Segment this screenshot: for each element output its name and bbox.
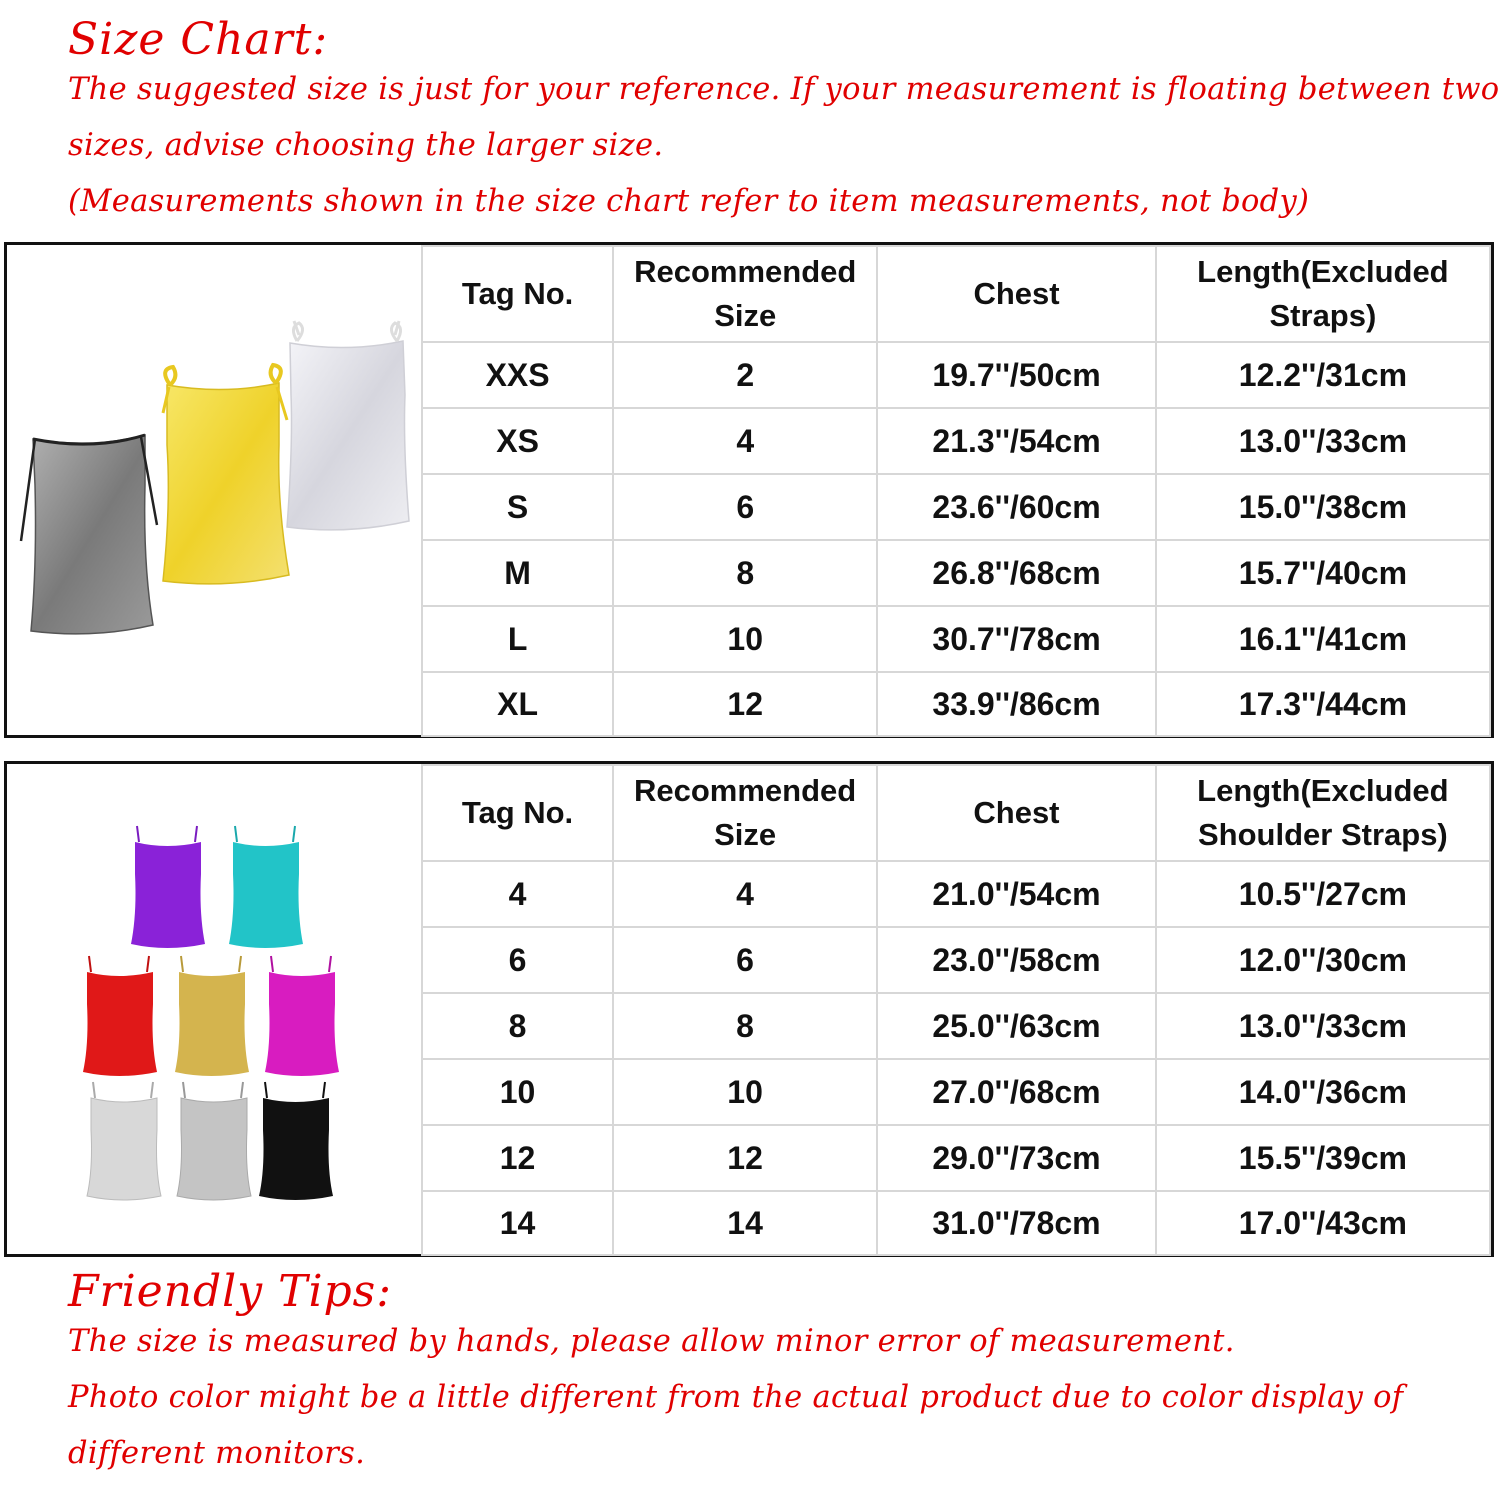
tank-red: [83, 956, 157, 1076]
cell-length: 14.0''/36cm: [1156, 1059, 1490, 1125]
cell-tag: S: [422, 474, 613, 540]
cell-size: 2: [613, 342, 877, 408]
tank-silver: [87, 1082, 161, 1200]
cell-size: 8: [613, 540, 877, 606]
cell-size: 8: [613, 993, 877, 1059]
cell-length: 15.5''/39cm: [1156, 1125, 1490, 1191]
cell-length: 15.0''/38cm: [1156, 474, 1490, 540]
cell-tag: 6: [422, 927, 613, 993]
tank-black: [259, 1082, 333, 1200]
tips-line-2: Photo color might be a little different from the actual product due to color display of: [68, 1380, 1404, 1415]
cell-tag: XL: [422, 672, 613, 736]
table-row: [422, 606, 1490, 672]
cell-length: 16.1''/41cm: [1156, 606, 1490, 672]
cell-chest: 26.8''/68cm: [877, 540, 1156, 606]
cell-size: 14: [613, 1191, 877, 1255]
cell-tag: 14: [422, 1191, 613, 1255]
tips-line-3: different monitors.: [68, 1436, 366, 1471]
cell-tag: 4: [422, 861, 613, 927]
header-tag-no: Tag No.: [422, 246, 613, 342]
table-row: [422, 927, 1490, 993]
cell-chest: 25.0''/63cm: [877, 993, 1156, 1059]
cell-tag: XS: [422, 408, 613, 474]
cell-chest: 31.0''/78cm: [877, 1191, 1156, 1255]
tank-white: [287, 321, 409, 530]
cell-length: 15.7''/40cm: [1156, 540, 1490, 606]
tank-purple: [131, 826, 205, 948]
table-row: [422, 993, 1490, 1059]
tank-light-silver: [177, 1082, 251, 1200]
tank-gold: [175, 956, 249, 1076]
header-recommended-size: Recommended Size: [613, 765, 877, 861]
table-row: [422, 672, 1490, 736]
intro-line-1: The suggested size is just for your reference. If your measurement is floating between two: [68, 72, 1500, 107]
product-photo-tie-strap-tanks: [7, 245, 421, 735]
cell-size: 6: [613, 927, 877, 993]
header-recommended-size: Recommended Size: [613, 246, 877, 342]
table-row: [422, 342, 1490, 408]
table-row: [422, 540, 1490, 606]
intro-line-2: sizes, advise choosing the larger size.: [68, 128, 664, 163]
cell-length: 10.5''/27cm: [1156, 861, 1490, 927]
cell-size: 12: [613, 1125, 877, 1191]
cell-tag: M: [422, 540, 613, 606]
cell-size: 10: [613, 606, 877, 672]
cell-length: 17.0''/43cm: [1156, 1191, 1490, 1255]
cell-length: 17.3''/44cm: [1156, 672, 1490, 736]
header-chest: Chest: [877, 246, 1156, 342]
cell-chest: 23.0''/58cm: [877, 927, 1156, 993]
tips-line-1: The size is measured by hands, please allow minor error of measurement.: [68, 1324, 1235, 1359]
cell-size: 12: [613, 672, 877, 736]
cell-chest: 27.0''/68cm: [877, 1059, 1156, 1125]
cell-length: 12.2''/31cm: [1156, 342, 1490, 408]
table-row: [422, 1125, 1490, 1191]
header-length: Length(Excluded Shoulder Straps): [1156, 765, 1490, 861]
cell-size: 6: [613, 474, 877, 540]
table-row: [422, 1059, 1490, 1125]
header-length: Length(Excluded Straps): [1156, 246, 1490, 342]
cell-chest: 33.9''/86cm: [877, 672, 1156, 736]
cell-size: 10: [613, 1059, 877, 1125]
cell-tag: L: [422, 606, 613, 672]
tank-magenta: [265, 956, 339, 1076]
size-table-1: [421, 245, 1491, 737]
cell-tag: XXS: [422, 342, 613, 408]
cell-tag: 10: [422, 1059, 613, 1125]
cell-length: 13.0''/33cm: [1156, 993, 1490, 1059]
table-header-row: [422, 765, 1490, 861]
cell-chest: 23.6''/60cm: [877, 474, 1156, 540]
cell-tag: 12: [422, 1125, 613, 1191]
cell-chest: 21.3''/54cm: [877, 408, 1156, 474]
table-row: [422, 861, 1490, 927]
cell-tag: 8: [422, 993, 613, 1059]
cell-chest: 30.7''/78cm: [877, 606, 1156, 672]
table-row: [422, 408, 1490, 474]
header-tag-no: Tag No.: [422, 765, 613, 861]
table-header-row: [422, 246, 1490, 342]
table-row: [422, 1191, 1490, 1255]
cell-chest: 19.7''/50cm: [877, 342, 1156, 408]
friendly-tips-title: Friendly Tips:: [68, 1266, 393, 1317]
tank-gray: [21, 435, 157, 634]
cell-length: 12.0''/30cm: [1156, 927, 1490, 993]
size-panel-1: [4, 242, 1494, 738]
size-chart-title: Size Chart:: [68, 14, 329, 65]
cell-size: 4: [613, 408, 877, 474]
size-table-2: [421, 764, 1491, 1256]
tank-yellow: [163, 365, 289, 584]
header-chest: Chest: [877, 765, 1156, 861]
size-panel-2: [4, 761, 1494, 1257]
cell-length: 13.0''/33cm: [1156, 408, 1490, 474]
cell-chest: 29.0''/73cm: [877, 1125, 1156, 1191]
tank-teal: [229, 826, 303, 948]
intro-line-3: (Measurements shown in the size chart refer to item measurements, not body): [68, 184, 1310, 219]
table-row: [422, 474, 1490, 540]
cell-chest: 21.0''/54cm: [877, 861, 1156, 927]
cell-size: 4: [613, 861, 877, 927]
product-photo-metallic-tanks: [7, 764, 421, 1254]
